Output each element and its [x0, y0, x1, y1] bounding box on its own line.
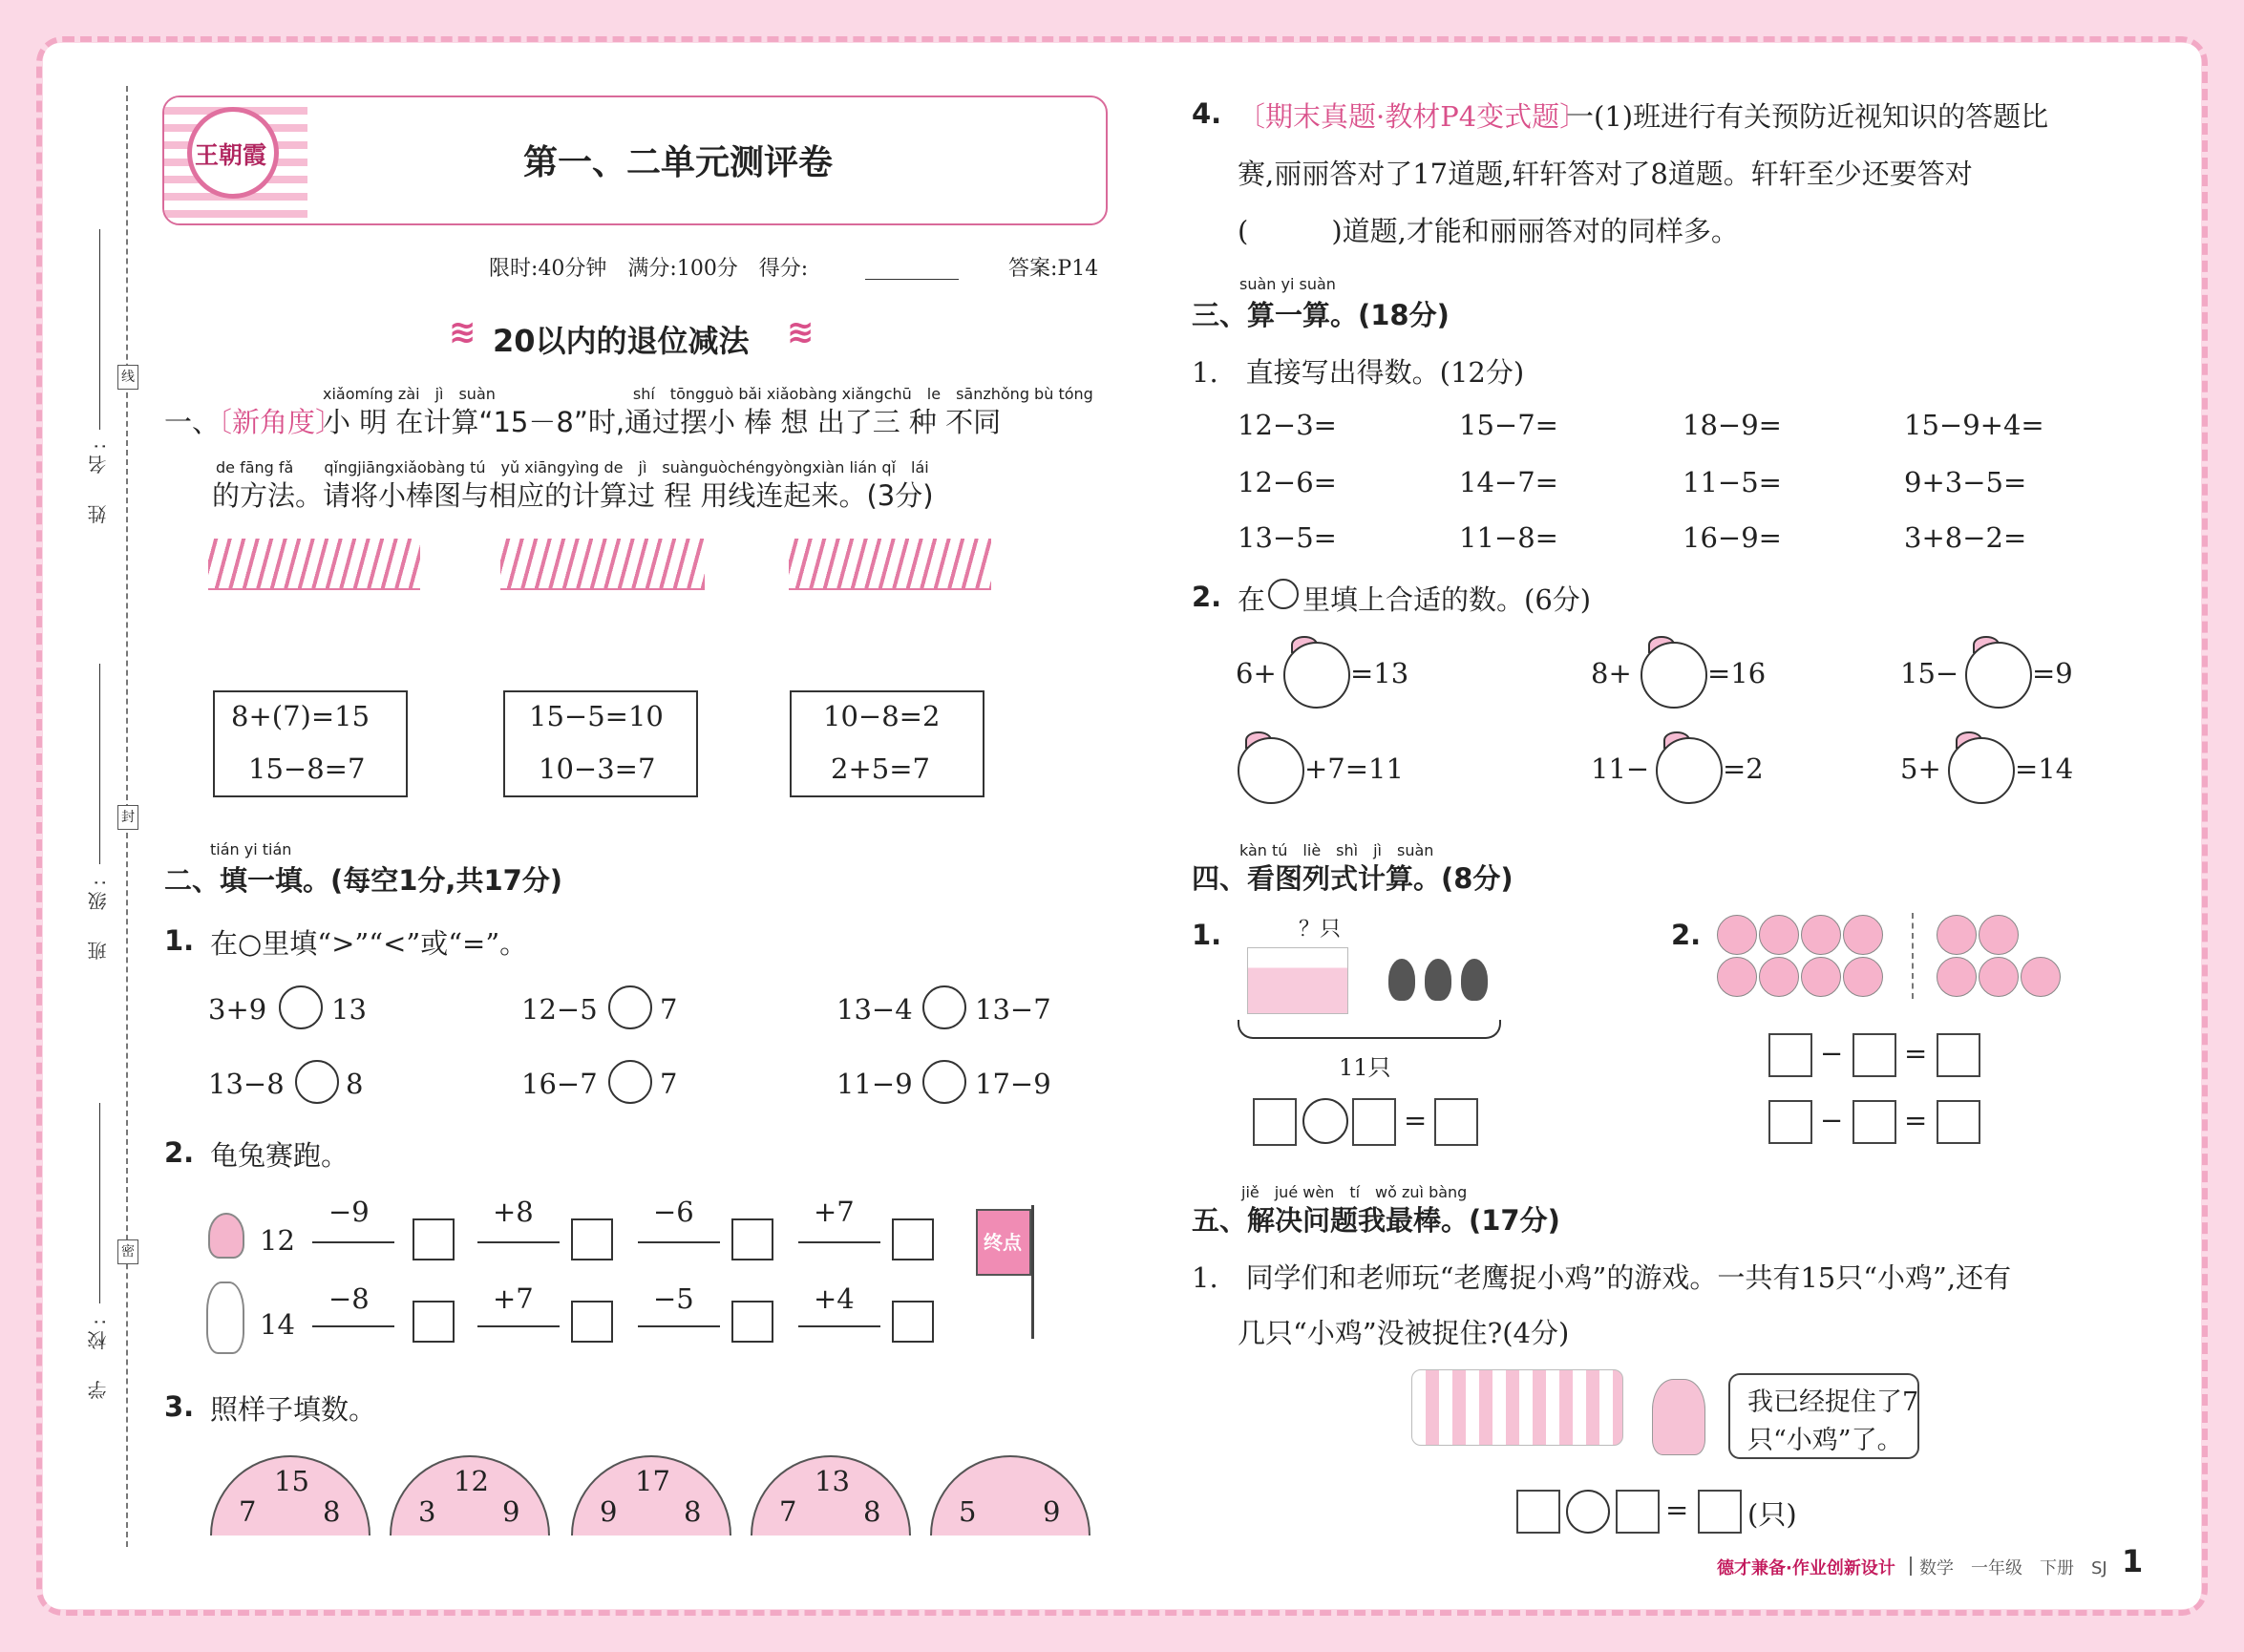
fill-3-pre: 15−	[1900, 657, 1959, 689]
compare-1-right: 13	[331, 993, 367, 1026]
q5-eq-box-b[interactable]	[1616, 1490, 1660, 1534]
q2-s2-num: 2.	[164, 1136, 195, 1169]
minus-sign: −	[1820, 1104, 1844, 1136]
calc-r1-c1[interactable]: 12−3=	[1238, 409, 1337, 441]
q2-s1-text: 在○里填“>”“<”或“=”。	[210, 927, 528, 960]
answer-ref: 答案:P14	[1008, 257, 1099, 281]
circle-glyph-icon	[1268, 579, 1299, 609]
stick-picture-1	[208, 539, 420, 590]
fan-1-right: 8	[323, 1495, 341, 1528]
q3-s2-num: 2.	[1192, 581, 1222, 613]
p1-eq-op-circle[interactable]	[1302, 1098, 1348, 1144]
q1-line1: 小 明 在计算“15－8”时,通过摆小 棒 想 出了三 种 不同	[323, 406, 1002, 438]
race-row1-op2: +8	[493, 1196, 534, 1228]
compare-3-circle[interactable]	[922, 985, 966, 1029]
equals-sign: =	[1904, 1104, 1928, 1136]
calc-r3-c4[interactable]: 3+8−2=	[1904, 521, 2027, 554]
fill-6-post: =14	[2015, 752, 2074, 785]
q3-s2-b: 里填上合适的数。(6分)	[1302, 583, 1592, 616]
calc-r2-c3[interactable]: 11−5=	[1683, 466, 1782, 498]
process-box-1-line1: 8+(7)=15	[231, 700, 370, 732]
brace-icon	[1238, 1020, 1501, 1039]
rabbit-icon	[206, 1281, 244, 1354]
banner-wave-left: ≋	[449, 313, 476, 351]
penguin-icon	[1388, 959, 1415, 1001]
q1-line2: 的方法。请将小棒图与相应的计算过 程 用线连起来。(3分)	[212, 479, 934, 512]
race-row2-box2[interactable]	[571, 1301, 613, 1343]
arrow-right-icon	[798, 1241, 880, 1243]
q2-s3-num: 3.	[164, 1390, 195, 1423]
ball-icon	[1843, 957, 1883, 997]
compare-3-right: 13−7	[975, 993, 1051, 1026]
ball-icon	[1801, 957, 1841, 997]
compare-6-right: 17−9	[975, 1068, 1051, 1100]
process-box-2-line2: 10−3=7	[539, 752, 656, 785]
arrow-right-icon	[477, 1325, 560, 1327]
process-box-2-line1: 15−5=10	[529, 700, 664, 732]
q5-unit: (只)	[1747, 1498, 1797, 1531]
compare-5-right: 7	[660, 1068, 678, 1100]
q5-eq-box-c[interactable]	[1698, 1490, 1742, 1534]
q2-s1-num: 1.	[164, 924, 195, 957]
footer-divider	[1910, 1557, 1912, 1576]
p2-eq1-box-a[interactable]	[1768, 1033, 1812, 1077]
fill-5-post: =2	[1723, 752, 1764, 785]
ball-icon	[1979, 957, 2019, 997]
equals-sign: =	[1665, 1493, 1689, 1526]
p1-eq-box-c[interactable]	[1434, 1098, 1478, 1146]
ball-icon	[1801, 915, 1841, 955]
calc-r3-c3[interactable]: 16−9=	[1683, 521, 1782, 554]
footer-brand: 德才兼备·作业创新设计	[1717, 1558, 1895, 1578]
arrow-right-icon	[312, 1325, 394, 1327]
q3-s1: 1. 直接写出得数。(12分)	[1192, 356, 1525, 389]
fan-4-top: 13	[815, 1465, 850, 1497]
calc-r2-c4[interactable]: 9+3−5=	[1904, 466, 2027, 498]
fan-2-top: 12	[454, 1465, 489, 1497]
race-row2-op2: +7	[493, 1282, 534, 1315]
compare-6-left: 11−9	[836, 1068, 913, 1100]
q4b-pinyin: kàn tú liè shì jì suàn	[1239, 841, 1434, 859]
race-row1-box4[interactable]	[892, 1218, 934, 1260]
q5-line2: 几只“小鸡”没被捉住?(4分)	[1238, 1317, 1570, 1349]
q3-s2-a: 在	[1238, 583, 1266, 616]
fill-3-post: =9	[2032, 657, 2073, 689]
penguin-icon	[1461, 959, 1488, 1001]
binding-mark-secret: 密	[117, 1239, 138, 1264]
class-label: 班 级:	[87, 874, 110, 961]
fill-6-circle[interactable]	[1948, 737, 2015, 804]
calc-r1-c2[interactable]: 15−7=	[1459, 409, 1558, 441]
fill-6-pre: 5+	[1900, 752, 1941, 785]
arrow-right-icon	[477, 1241, 560, 1243]
arrow-right-icon	[312, 1241, 394, 1243]
q4-line1: 一(1)班进行有关预防近视知识的答题比	[1566, 100, 2049, 133]
stick-picture-2	[500, 539, 705, 590]
ball-icon	[1979, 915, 2019, 955]
arrow-right-icon	[798, 1325, 880, 1327]
fill-4-circle[interactable]	[1238, 737, 1304, 804]
finish-flag-label: 终点	[984, 1231, 1022, 1254]
race-row2-box1[interactable]	[413, 1301, 455, 1343]
compare-1-circle[interactable]	[279, 985, 323, 1029]
banner-wave-right: ≋	[787, 313, 815, 351]
penguin-icon	[1425, 959, 1451, 1001]
fan-3-left: 9	[600, 1495, 618, 1528]
binding-mark-seal: 封	[117, 805, 138, 830]
q3-title: 三、算一算。(18分)	[1192, 299, 1450, 331]
equals-sign: =	[1404, 1104, 1428, 1136]
process-box-3-line2: 2+5=7	[831, 752, 930, 785]
ball-icon	[1937, 915, 1977, 955]
q1-pinyin-2: de fāng fǎ qǐngjiāngxiǎobàng tú yǔ xiāngyìng de jì suànguòchéngyòngxiàn lián qǐ lái	[216, 458, 929, 477]
school-field[interactable]	[99, 1103, 100, 1303]
q5-title: 五、解决问题我最棒。(17分)	[1192, 1204, 1560, 1237]
compare-4-left: 13−8	[208, 1068, 285, 1100]
finish-flag-pole	[1031, 1205, 1034, 1339]
school-label: 学 校:	[87, 1313, 110, 1400]
process-box-3-line1: 10−8=2	[823, 700, 941, 732]
p2-eq1-box-c[interactable]	[1937, 1033, 1980, 1077]
fill-2-pre: 8+	[1591, 657, 1632, 689]
q4-line3[interactable]: ( )道题,才能和丽丽答对的同样多。	[1238, 215, 1739, 247]
race-row1-box3[interactable]	[731, 1218, 773, 1260]
fan-4-right: 8	[863, 1495, 881, 1528]
fan-5-left: 5	[959, 1495, 977, 1528]
binding-mark-line: 线	[117, 365, 138, 390]
ball-icon	[1843, 915, 1883, 955]
p2-eq2-box-c[interactable]	[1937, 1100, 1980, 1144]
race-row1-start: 12	[260, 1224, 295, 1257]
q2-pinyin: tián yi tián	[210, 840, 292, 858]
q4-num: 4.	[1192, 97, 1222, 130]
fill-3-circle[interactable]	[1965, 642, 2032, 709]
compare-5-circle[interactable]	[608, 1060, 652, 1104]
race-row2-op1: −8	[328, 1282, 370, 1315]
fan-3-top: 17	[635, 1465, 670, 1497]
calc-r2-c1[interactable]: 12−6=	[1238, 466, 1337, 498]
q2-s3-text: 照样子填数。	[210, 1393, 377, 1426]
page-title: 第一、二单元测评卷	[523, 143, 834, 182]
equals-sign: =	[1904, 1037, 1928, 1070]
fan-1-left: 7	[239, 1495, 257, 1528]
q4b-title: 四、看图列式计算。(8分)	[1192, 862, 1514, 895]
name-field[interactable]	[99, 229, 100, 430]
stick-picture-3	[789, 539, 991, 590]
arrow-right-icon	[638, 1241, 720, 1243]
q5-pinyin: jiě jué wèn tí wǒ zuì bàng	[1241, 1183, 1468, 1201]
q4-tag: 〔期末真题·教材P4变式题〕	[1238, 100, 1588, 133]
p2-eq2-box-b[interactable]	[1852, 1100, 1896, 1144]
race-row2-box3[interactable]	[731, 1301, 773, 1343]
fill-1-circle[interactable]	[1283, 642, 1350, 709]
q1-prefix: 一、	[164, 406, 221, 438]
compare-6-circle[interactable]	[922, 1060, 966, 1104]
p1-eq-box-b[interactable]	[1352, 1098, 1396, 1146]
q4b-p2-num: 2.	[1671, 919, 1702, 951]
compare-4-circle[interactable]	[295, 1060, 339, 1104]
race-row1-op4: +7	[814, 1196, 855, 1228]
calc-r2-c2[interactable]: 14−7=	[1459, 466, 1558, 498]
p1-eq-box-a[interactable]	[1253, 1098, 1297, 1146]
calc-r3-c2[interactable]: 11−8=	[1459, 521, 1558, 554]
compare-1-left: 3+9	[208, 993, 267, 1026]
race-row1-op3: −6	[653, 1196, 694, 1228]
ball-icon	[1717, 957, 1757, 997]
section-banner: 20以内的退位减法	[493, 323, 750, 359]
calc-r1-c3[interactable]: 18−9=	[1683, 409, 1782, 441]
q2-s2-text: 龟兔赛跑。	[210, 1139, 349, 1172]
race-row1-box1[interactable]	[413, 1218, 455, 1260]
fill-2-circle[interactable]	[1641, 642, 1707, 709]
footer-info: 数学 一年级 下册 SJ	[1919, 1558, 2107, 1578]
q1-tag: 〔新角度〕	[204, 406, 344, 438]
race-row2-box4[interactable]	[892, 1301, 934, 1343]
calc-r1-c4[interactable]: 15−9+4=	[1904, 409, 2044, 441]
q4b-p1-num: 1.	[1192, 919, 1222, 951]
arrow-right-icon	[638, 1325, 720, 1327]
page-number: 1	[2122, 1543, 2144, 1579]
race-row2-op3: −5	[653, 1282, 694, 1315]
fill-2-post: =16	[1707, 657, 1767, 689]
fill-5-circle[interactable]	[1656, 737, 1723, 804]
fan-2-right: 9	[502, 1495, 520, 1528]
fan-4-left: 7	[779, 1495, 797, 1528]
children-group-image	[1411, 1369, 1623, 1446]
bubble-line1: 我已经捉住了7	[1747, 1387, 1919, 1417]
compare-2-circle[interactable]	[608, 985, 652, 1029]
fan-1-top: 15	[274, 1465, 309, 1497]
turtle-icon	[208, 1213, 244, 1259]
q1-pinyin-1: xiǎomíng zài jì suàn shí tōngguò bǎi xiǎobàng xiǎngchū le sānzhǒng bù tóng	[323, 385, 1093, 403]
q4-line2: 赛,丽丽答对了17道题,轩轩答对了8道题。轩轩至少还要答对	[1238, 158, 1973, 190]
fill-4-post: +7=11	[1304, 752, 1404, 785]
fill-1-pre: 6+	[1236, 657, 1277, 689]
p2-eq1-box-b[interactable]	[1852, 1033, 1896, 1077]
q5-line1: 1. 同学们和老师玩“老鹰捉小鸡”的游戏。一共有15只“小鸡”,还有	[1192, 1261, 2012, 1294]
name-label: 姓 名:	[87, 437, 110, 524]
calc-r3-c1[interactable]: 13−5=	[1238, 521, 1337, 554]
ball-icon	[1937, 957, 1977, 997]
q4b-p1-total: 11只	[1339, 1054, 1391, 1081]
q5-eq-op-circle[interactable]	[1566, 1490, 1610, 1534]
q3-pinyin: suàn yi suàn	[1239, 275, 1336, 293]
divider-dashed	[1912, 913, 1914, 999]
compare-5-left: 16−7	[521, 1068, 598, 1100]
compare-3-left: 13−4	[836, 993, 913, 1026]
q2-title: 二、填一填。(每空1分,共17分)	[164, 864, 563, 897]
compare-2-left: 12−5	[521, 993, 598, 1026]
test-meta: 限时:40分钟 满分:100分 得分:	[489, 257, 809, 281]
race-row1-box2[interactable]	[571, 1218, 613, 1260]
race-row1-op1: −9	[328, 1196, 370, 1228]
process-box-1-line2: 15−8=7	[248, 752, 366, 785]
eagle-icon	[1652, 1379, 1705, 1455]
fan-5-right: 9	[1043, 1495, 1061, 1528]
fan-2-left: 3	[418, 1495, 436, 1528]
ball-icon	[1759, 915, 1799, 955]
bubble-line2: 只“小鸡”了。	[1747, 1426, 1903, 1455]
iceberg-penguins-image	[1247, 947, 1348, 1014]
minus-sign: −	[1820, 1037, 1844, 1070]
q5-eq-box-a[interactable]	[1516, 1490, 1560, 1534]
fill-5-pre: 11−	[1591, 752, 1650, 785]
fill-1-post: =13	[1350, 657, 1409, 689]
ball-icon	[1717, 915, 1757, 955]
race-row2-op4: +4	[814, 1282, 855, 1315]
logo-text: 王朝霞	[195, 141, 267, 169]
ball-icon	[2021, 957, 2061, 997]
compare-2-right: 7	[660, 993, 678, 1026]
q4b-p1-question: ？只	[1299, 918, 1342, 942]
race-row2-start: 14	[260, 1308, 295, 1341]
score-field[interactable]	[865, 279, 959, 280]
ball-icon	[1759, 957, 1799, 997]
p2-eq2-box-a[interactable]	[1768, 1100, 1812, 1144]
fan-3-right: 8	[684, 1495, 702, 1528]
compare-4-right: 8	[346, 1068, 364, 1100]
class-field[interactable]	[99, 664, 100, 864]
